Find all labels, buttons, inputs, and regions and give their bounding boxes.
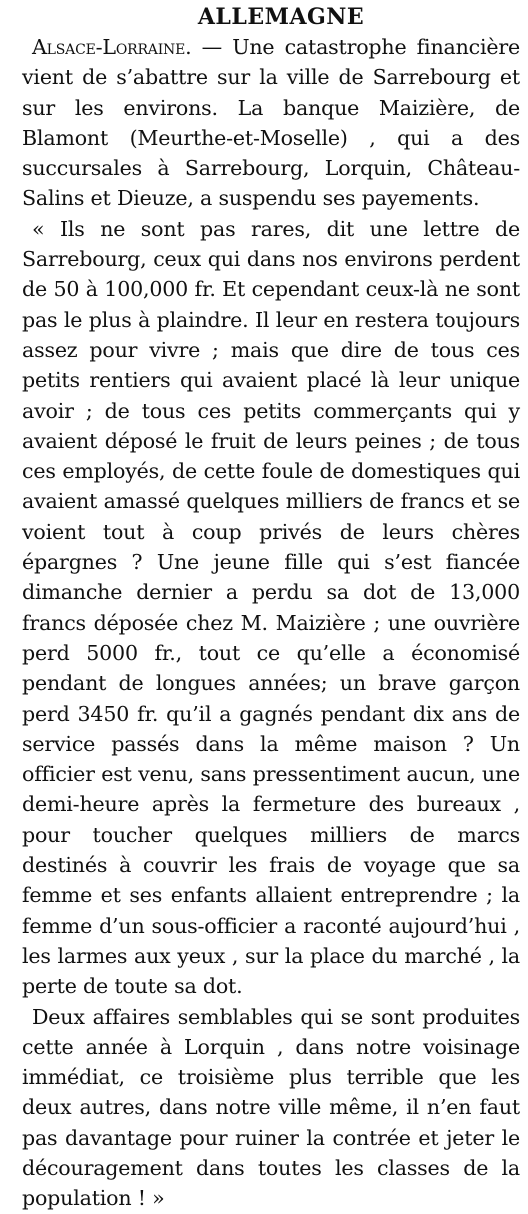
paragraph-2: « Ils ne sont pas rares, dit une lettre de Sarrebourg, ceux qui dans nos environs perdent de 50 à 100,000 fr. Et cependant ceux-là ne sont pas le plus à plaindre. Il leur en restera toujours assez pour vivre ; mais que dire de tous ces petits rentiers qui avaient placé là leur unique avoir ; de tous ces petits commerçants qui y avaient déposé le fruit de leurs peines ; de tous ces employés, de cette foule de domestiques qui avaient amassé quelques milliers de francs et se voient tout à coup privés de leurs chères épargnes ? Une jeune fille qui s’est fiancée dimanche dernier a perdu sa dot de 13,000 francs déposée chez M. Maizière ; une ouvrière perd 5000 fr., tout ce qu’elle a économisé pendant de longues années; un brave garçon perd 3450 fr. qu’il a gagnés pendant dix ans de service passés dans la même maison ? Un officier est venu, sans pressentiment aucun, une demi-heure après la fermeture des bureaux , pour toucher quelques milliers de marcs destinés à couvrir les frais de voyage que sa femme et ses enfants allaient entreprendre ; la femme d’un sous-officier a raconté aujourd’hui , les larmes aux yeux , sur la place du marché , la perte de toute sa dot.	[22, 216, 520, 999]
paragraph-3: Deux affaires semblables qui se sont produites cette année à Lorquin , dans notre voisinage immédiat, ce troisième plus terrible que les deux autres, dans notre ville même, il n’en faut pas davantage pour ruiner la contrée et jeter le découragement dans toutes les classes de la population ! »	[22, 1004, 520, 1211]
article	[22, 2, 520, 1214]
paragraph-1	[22, 32, 520, 214]
article-title: ALLEMAGNE	[197, 4, 365, 30]
region-name: Alsace-Lorraine.	[32, 35, 192, 59]
paragraph-1-body: — Une catastrophe financière vient de s’abattre sur la ville de Sarrebourg et sur les environs. La banque Maizière, de Blamont (Meurthe-et-Moselle) , qui a des succursales à Sarrebourg, Lorquin, Château-Salins et Dieuze, a suspendu ses payements.	[22, 35, 520, 211]
